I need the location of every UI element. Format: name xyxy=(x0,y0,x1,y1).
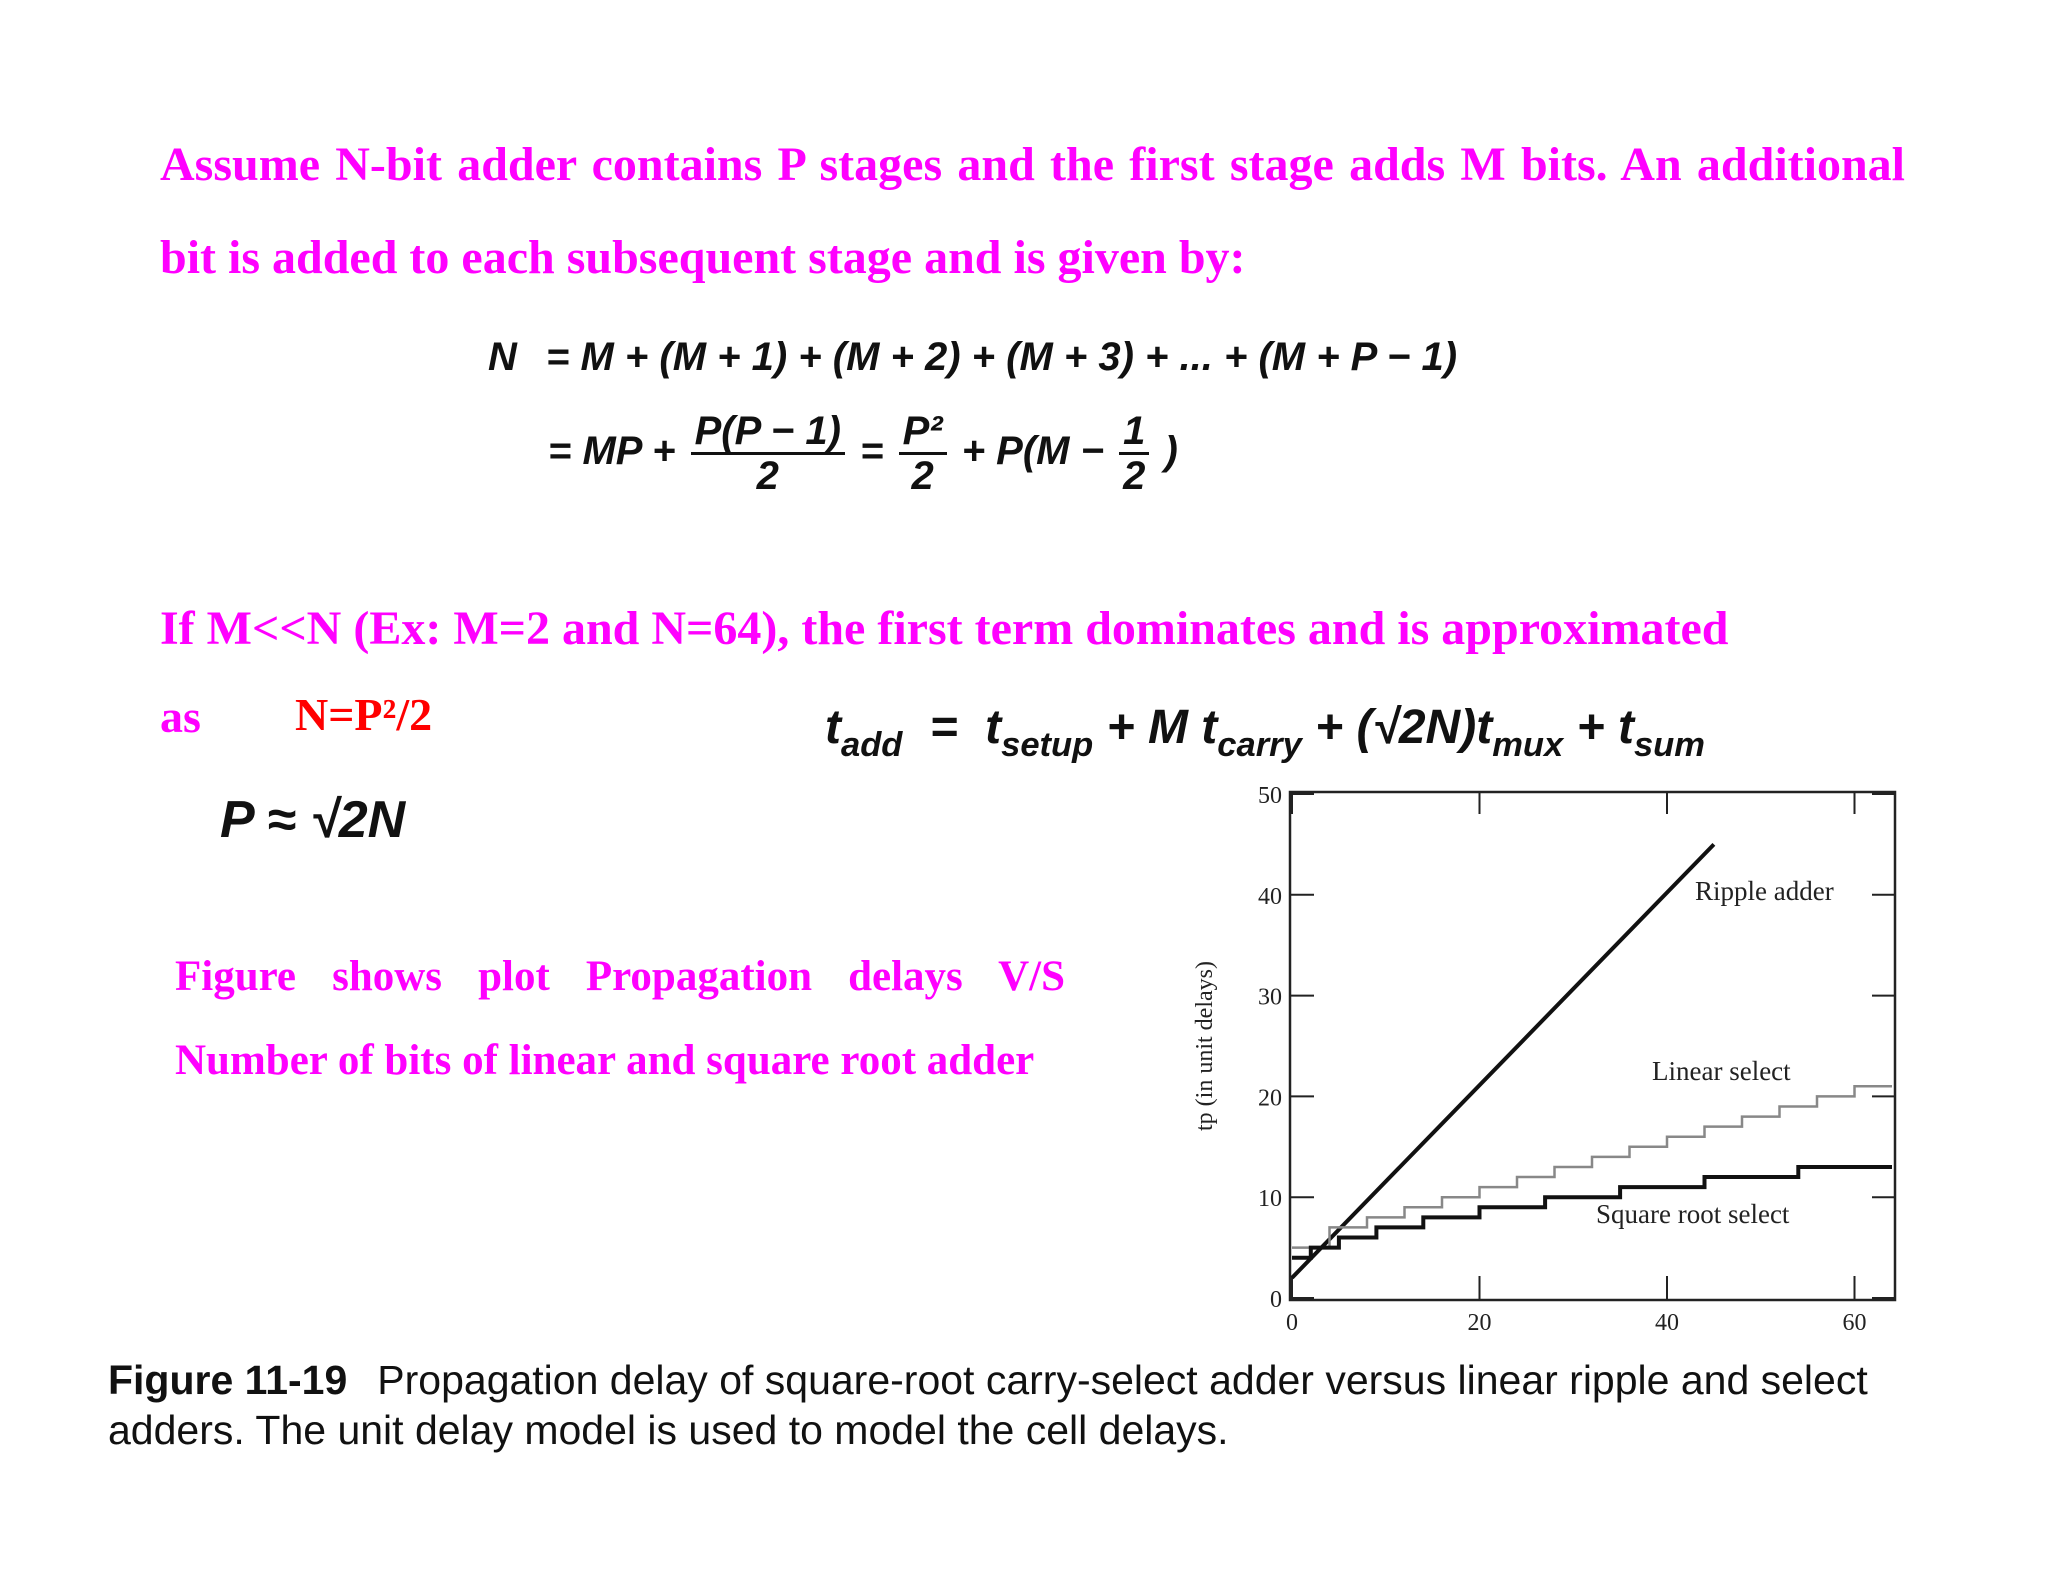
axis-ticks xyxy=(1258,783,1894,1336)
figure-caption xyxy=(108,1355,1958,1455)
tsum-symbol: t xyxy=(1617,701,1634,754)
tsetup-subscript: setup xyxy=(1001,726,1094,765)
fraction-one-half xyxy=(1119,410,1149,497)
x-tick-label: 0 xyxy=(1286,1310,1298,1336)
tcarry-subscript: carry xyxy=(1217,726,1302,765)
y-tick-label: 50 xyxy=(1258,783,1282,809)
intro-paragraph: Assume N-bit adder contains P stages and the first stage adds M bits. An additional bit is added to each subsequent stage and is given by: xyxy=(160,138,1905,284)
legend-square-root-select: Square root select xyxy=(1596,1199,1790,1229)
expanded-equation xyxy=(548,410,1178,497)
sum-equation-rhs: = M + (M + 1) + (M + 2) + (M + 3) + ... + (M + P − 1) xyxy=(546,335,1458,379)
tadd-formula xyxy=(825,700,1705,765)
equals-sign: = xyxy=(860,429,884,474)
tmux-symbol: t xyxy=(1476,701,1493,754)
fraction-numerator: P(P − 1) xyxy=(691,410,845,455)
tcarry-symbol: t xyxy=(1201,701,1218,754)
fraction-p-squared xyxy=(899,410,947,497)
y-tick-label: 10 xyxy=(1258,1186,1282,1213)
legend-ripple-adder: Ripple adder xyxy=(1695,876,1834,906)
sqrt-term: + (√2N) xyxy=(1315,701,1477,754)
x-tick-label: 60 xyxy=(1842,1310,1867,1336)
p-approximation: P ≈ √2N xyxy=(220,791,406,849)
fraction-p-p-minus-1 xyxy=(691,410,845,497)
approximation-result: N=P²/2 xyxy=(295,689,433,740)
fraction-denominator: 2 xyxy=(1123,454,1146,498)
y-tick-label: 20 xyxy=(1258,1085,1282,1112)
plus-m: + M xyxy=(1106,701,1188,754)
fraction-numerator: P² xyxy=(899,410,947,455)
tadd-symbol: t xyxy=(825,701,841,754)
expanded-equation-end: + P(M − xyxy=(961,429,1104,474)
x-tick-label: 40 xyxy=(1655,1310,1679,1336)
fraction-numerator: 1 xyxy=(1119,410,1149,455)
fraction-denominator: 2 xyxy=(756,454,779,498)
tadd-subscript: add xyxy=(840,726,903,765)
figure-note-paragraph: Figure shows plot Propagation delays V/S Number of bits of linear and square root adder xyxy=(175,953,1065,1084)
plus-sign: + xyxy=(1576,701,1605,754)
legend-linear-select: Linear select xyxy=(1652,1056,1791,1086)
fraction-denominator: 2 xyxy=(911,454,934,498)
tmux-subscript: mux xyxy=(1492,726,1564,765)
figure-caption-text: Propagation delay of square-root carry-select adder versus linear ripple and select adders. The unit delay model is used to model the cell delays. xyxy=(108,1357,1868,1453)
sum-equation-lhs: N xyxy=(488,335,517,379)
expanded-equation-start: = MP + xyxy=(548,429,676,474)
y-axis-label: tp (in unit delays) xyxy=(1192,961,1218,1131)
series-line-square-root-select xyxy=(1292,1167,1892,1258)
y-tick-label: 0 xyxy=(1270,1287,1282,1313)
closing-paren: ) xyxy=(1164,429,1178,474)
propagation-delay-chart xyxy=(1150,780,1930,1340)
tsetup-symbol: t xyxy=(985,701,1002,754)
tadd-equals: = xyxy=(929,701,958,754)
figure-caption-label: Figure 11-19 xyxy=(108,1357,348,1403)
plot-frame xyxy=(1290,792,1895,1300)
x-tick-label: 20 xyxy=(1467,1310,1492,1336)
sum-equation xyxy=(488,335,1457,380)
chart-series xyxy=(1292,844,1892,1277)
as-label: as xyxy=(160,691,201,742)
tsum-subscript: sum xyxy=(1633,726,1705,765)
approximation-paragraph: If M<<N (Ex: M=2 and N=64), the first term dominates and is approximated xyxy=(160,602,1729,655)
y-tick-label: 40 xyxy=(1258,883,1282,910)
y-tick-label: 30 xyxy=(1258,984,1282,1011)
